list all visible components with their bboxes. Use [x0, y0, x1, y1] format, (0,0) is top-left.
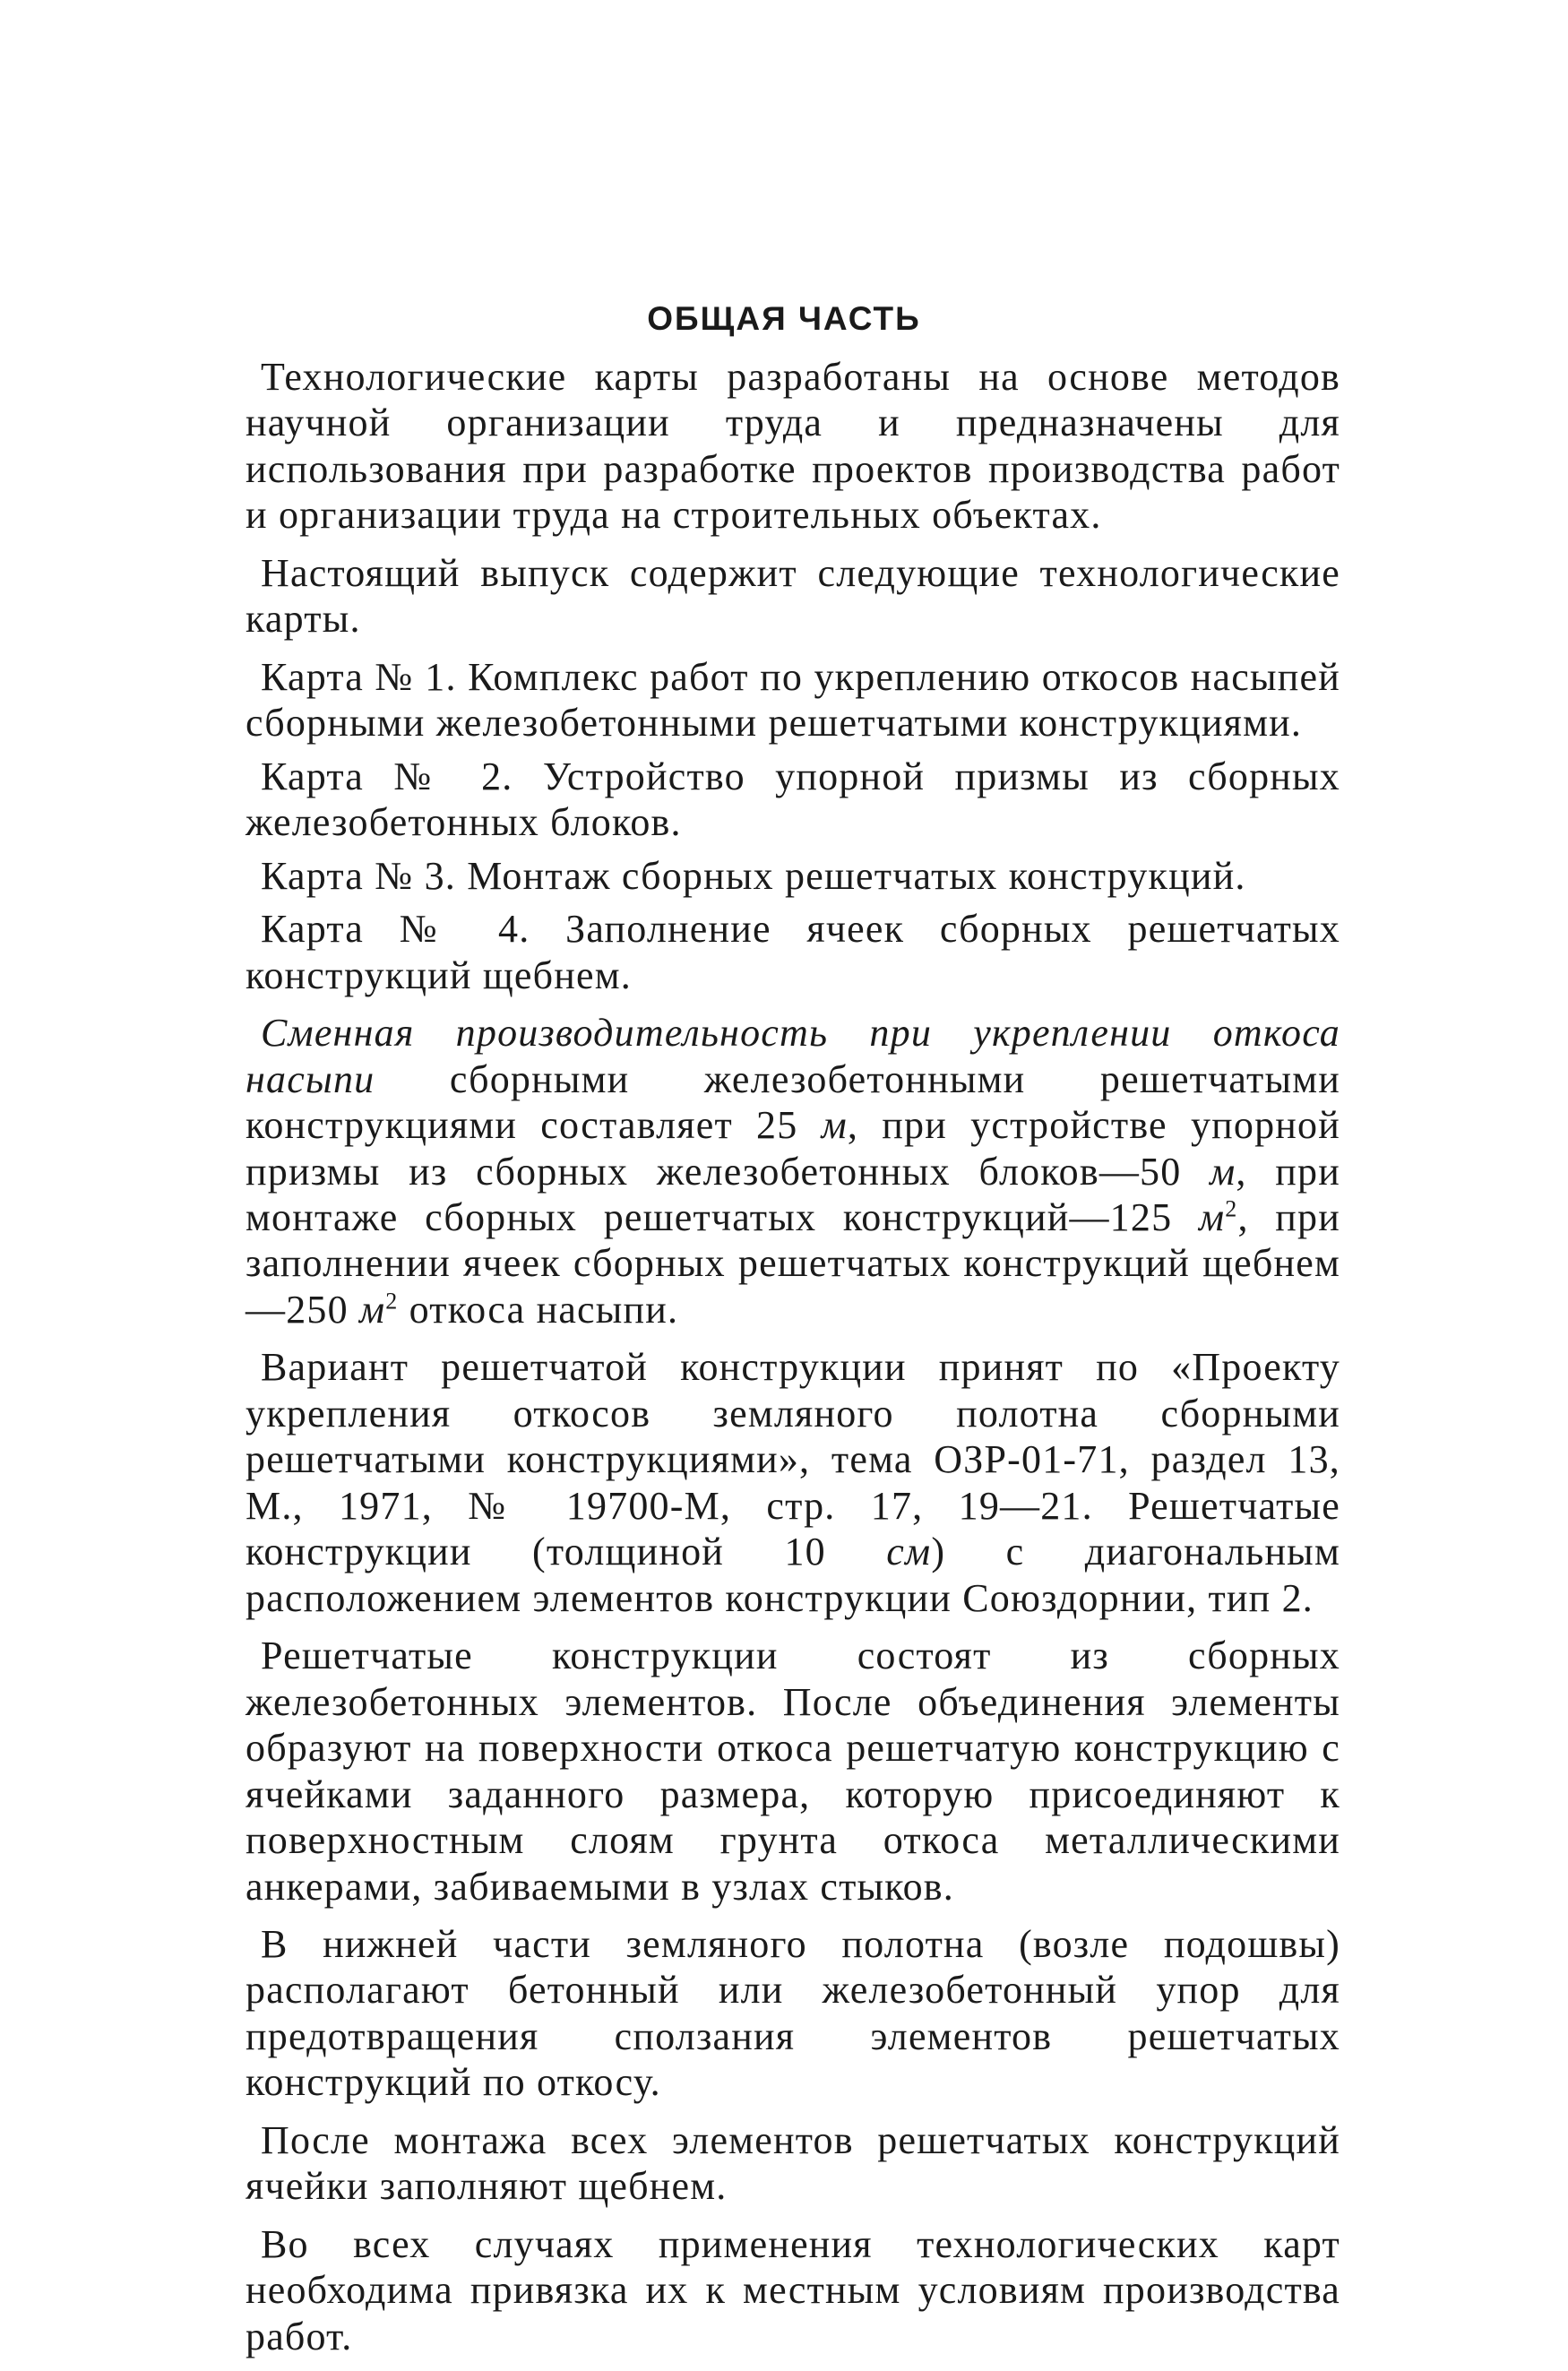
text-run: , при устройстве упорной призмы из сборных железобетонных блоков—50	[246, 1103, 1341, 1194]
unit-square-meter: м	[1198, 1194, 1226, 1239]
unit-meter: м	[1210, 1149, 1236, 1194]
superscript-2: 2	[1225, 1195, 1238, 1222]
list-item-card-3: Карта № 3. Монтаж сборных решетчатых конструкций.	[261, 853, 1246, 898]
paragraph-all-cases: Во всех случаях применения технологических карт необходима привязка их к местным условиям производства работ.	[246, 2221, 1340, 2358]
superscript-2: 2	[385, 1288, 399, 1315]
text-run: откоса насыпи.	[398, 1287, 679, 1332]
unit-meter: м	[821, 1103, 848, 1148]
paragraph-shift-productivity	[246, 1010, 1340, 1332]
text-run: сборными железобетонными решетчатыми конструкциями составляет 25	[246, 1056, 1340, 1148]
section-heading: ОБЩАЯ ЧАСТЬ	[647, 300, 921, 337]
unit-square-meter: м	[359, 1287, 386, 1332]
italic-lead: Сменная производительность при укреплении откоса насыпи	[246, 1011, 1340, 1101]
paragraph-variant	[246, 1344, 1340, 1621]
unit-centimeter: см	[886, 1530, 932, 1574]
paragraph-purpose: Технологические карты разработаны на основе методов научной организации труда и предназначены для использования при разработке проектов производства работ и организации труда на строительных объектах.	[246, 355, 1340, 538]
paragraph-after-mounting: После монтажа всех элементов решетчатых конструкций ячейки заполняют щебнем.	[246, 2117, 1340, 2209]
paragraph-contents: Настоящий выпуск содержит следующие технологические карты.	[246, 550, 1340, 642]
paragraph-consist: Решетчатые конструкции состоят из сборных железобетонных элементов. После объединения элементы образуют на поверхности откоса решетчатую конструкцию с ячейками заданного размера, которую присоединяют к поверхностным слоям грунта откоса металлическими анкерами, забиваемыми в узлах стыков.	[246, 1634, 1340, 1909]
list-item-card-2: Карта № 2. Устройство упорной призмы из сборных железобетонных блоков.	[246, 754, 1340, 845]
paragraph-lower-part: В нижней части земляного полотна (возле подошвы) располагают бетонный или железобетонный упор для предотвращения сползания элементов решетчатых конструкций по откосу.	[246, 1922, 1340, 2105]
list-item-card-1: Карта № 1. Комплекс работ по укреплению откосов насыпей сборными железобетонными решетчатыми конструкциями.	[246, 654, 1340, 746]
text-run: , при заполнении ячеек сборных решетчатых конструкций щебнем—250	[246, 1194, 1340, 1332]
list-item-card-4: Карта № 4. Заполнение ячеек сборных решетчатых конструкций щебнем.	[246, 907, 1340, 997]
body-text	[246, 354, 1340, 2371]
text-run: Вариант решетчатой конструкции принят по «Проекту укрепления откосов земляного полотна сборными решетчатыми конструкциями», тема ОЗР-01-71, раздел 13, М., 1971, № 19700-М, стр. 17, 19—21. Решетчатые конструкции (толщиной 10	[246, 1345, 1340, 1574]
text-run: ) с диагональным расположением элементов конструкции Союздорнии, тип 2.	[246, 1530, 1340, 1620]
text-run: , при монтаже сборных решетчатых конструкций—125	[246, 1149, 1340, 1239]
